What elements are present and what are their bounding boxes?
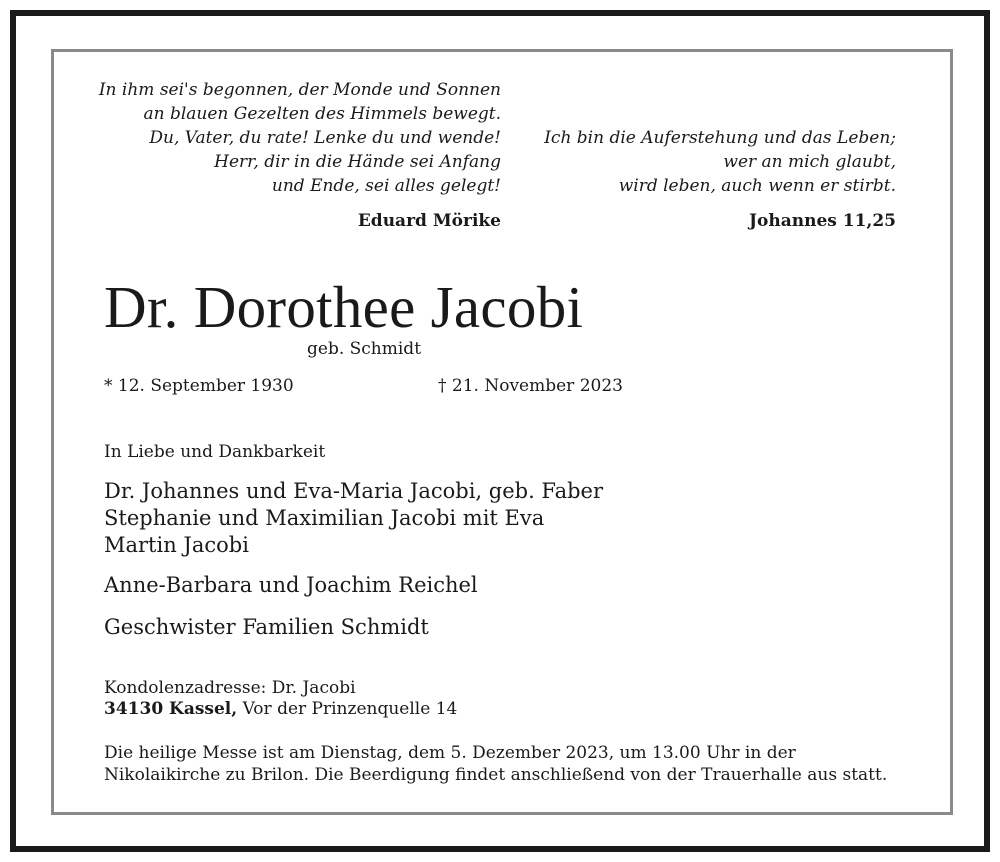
quote-left-author: Eduard Mörike: [357, 211, 501, 231]
mourners-group-1: [104, 478, 603, 559]
condolence-label: Kondolenzadresse: Dr. Jacobi: [104, 678, 356, 698]
service-line-1: Die heilige Messe ist am Dienstag, dem 5. Dezember 2023, um 13.00 Uhr in der: [104, 743, 796, 763]
mourners-group-2: Anne-Barbara und Joachim Reichel: [104, 573, 478, 597]
quote-left-line: In ihm sei's begonnen, der Monde und Sonnen: [98, 80, 501, 100]
mourners-intro: In Liebe und Dankbarkeit: [104, 442, 326, 462]
quote-left-line: an blauen Gezelten des Himmels bewegt.: [143, 104, 501, 124]
quote-left-line: und Ende, sei alles gelegt!: [271, 176, 501, 196]
quote-right-line: wer an mich glaubt,: [723, 152, 896, 172]
condolence-street: Vor der Prinzenquelle 14: [242, 699, 458, 719]
quote-left-line: Du, Vater, du rate! Lenke du und wende!: [149, 128, 501, 148]
quote-right-line: wird leben, auch wenn er stirbt.: [618, 176, 896, 196]
quote-right-line: Ich bin die Auferstehung und das Leben;: [544, 128, 896, 148]
deceased-name: Dr. Dorothee Jacobi: [104, 274, 584, 340]
condolence-address: [104, 698, 457, 721]
mourner-line: Dr. Johannes und Eva-Maria Jacobi, geb. Faber: [104, 479, 603, 503]
maiden-name: geb. Schmidt: [307, 339, 422, 359]
mourner-line: Martin Jacobi: [104, 533, 249, 557]
mourners-group-3: Geschwister Familien Schmidt: [104, 615, 429, 639]
quote-left-line: Herr, dir in die Hände sei Anfang: [214, 152, 501, 172]
condolence-city: 34130 Kassel,: [104, 699, 238, 719]
service-line-2: Nikolaikirche zu Brilon. Die Beerdigung findet anschließend von der Trauerhalle aus statt.: [104, 765, 888, 785]
quote-right-author: Johannes 11,25: [748, 211, 896, 231]
quote-right: [544, 126, 896, 198]
birth-date: * 12. September 1930: [104, 376, 294, 396]
quote-left: [99, 78, 501, 198]
death-date: † 21. November 2023: [438, 376, 623, 396]
mourner-line: Stephanie und Maximilian Jacobi mit Eva: [104, 506, 545, 530]
